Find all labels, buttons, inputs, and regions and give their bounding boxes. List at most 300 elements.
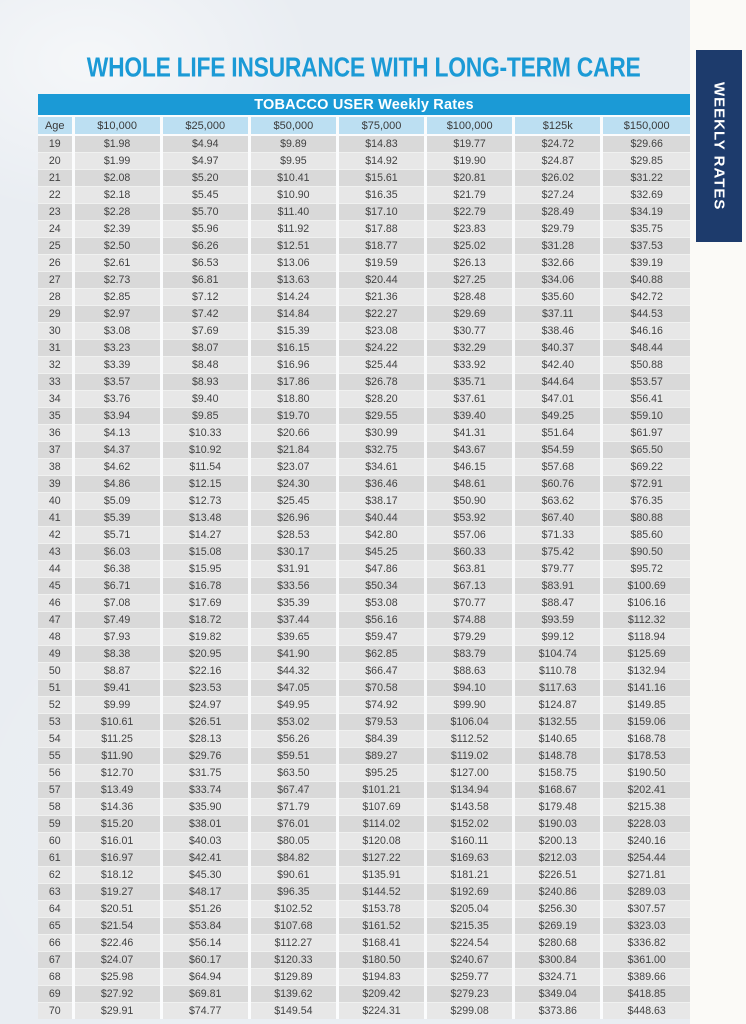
- rate-cell: $8.38: [73, 646, 161, 663]
- rate-cell: $44.32: [249, 663, 337, 680]
- rate-cell: $215.38: [602, 799, 690, 816]
- rate-cell: $23.08: [337, 323, 425, 340]
- rate-cell: $168.78: [602, 731, 690, 748]
- rate-cell: $46.15: [426, 459, 514, 476]
- rate-cell: $169.63: [426, 850, 514, 867]
- table-row: [38, 391, 690, 408]
- rate-cell: $4.37: [73, 442, 161, 459]
- age-cell: 26: [38, 255, 73, 272]
- rate-cell: $6.53: [161, 255, 249, 272]
- rate-cell: $39.40: [426, 408, 514, 425]
- rate-cell: $5.70: [161, 204, 249, 221]
- age-cell: 63: [38, 884, 73, 901]
- rate-cell: $49.95: [249, 697, 337, 714]
- age-cell: 46: [38, 595, 73, 612]
- rate-cell: $50.34: [337, 578, 425, 595]
- rate-cell: $289.03: [602, 884, 690, 901]
- rate-cell: $7.12: [161, 289, 249, 306]
- rate-cell: $112.32: [602, 612, 690, 629]
- rate-cell: $15.39: [249, 323, 337, 340]
- rate-cell: $47.05: [249, 680, 337, 697]
- rate-cell: $85.60: [602, 527, 690, 544]
- rate-cell: $134.94: [426, 782, 514, 799]
- rate-cell: $3.23: [73, 340, 161, 357]
- rate-cell: $5.09: [73, 493, 161, 510]
- rate-cell: $13.49: [73, 782, 161, 799]
- rate-cell: $280.68: [514, 935, 602, 952]
- column-header-amount: $50,000: [249, 116, 337, 135]
- rate-cell: $2.08: [73, 170, 161, 187]
- table-row: [38, 272, 690, 289]
- rate-cell: $120.08: [337, 833, 425, 850]
- rate-cell: $16.97: [73, 850, 161, 867]
- age-cell: 66: [38, 935, 73, 952]
- rate-cell: $10.90: [249, 187, 337, 204]
- rate-cell: $107.68: [249, 918, 337, 935]
- rate-cell: $336.82: [602, 935, 690, 952]
- age-cell: 24: [38, 221, 73, 238]
- column-header-amount: $75,000: [337, 116, 425, 135]
- rate-cell: $178.53: [602, 748, 690, 765]
- rate-cell: $181.21: [426, 867, 514, 884]
- rate-cell: $43.67: [426, 442, 514, 459]
- rate-cell: $84.82: [249, 850, 337, 867]
- rate-cell: $2.39: [73, 221, 161, 238]
- rate-cell: $389.66: [602, 969, 690, 986]
- rate-cell: $48.17: [161, 884, 249, 901]
- rate-cell: $88.47: [514, 595, 602, 612]
- rate-cell: $57.68: [514, 459, 602, 476]
- rate-cell: $14.36: [73, 799, 161, 816]
- column-header-amount: $100,000: [426, 116, 514, 135]
- rate-cell: $119.02: [426, 748, 514, 765]
- rate-cell: $7.42: [161, 306, 249, 323]
- rate-cell: $10.41: [249, 170, 337, 187]
- rate-cell: $9.95: [249, 153, 337, 170]
- rate-cell: $160.11: [426, 833, 514, 850]
- rate-cell: $38.01: [161, 816, 249, 833]
- table-row: [38, 901, 690, 918]
- rate-cell: $94.10: [426, 680, 514, 697]
- rate-cell: $25.45: [249, 493, 337, 510]
- rate-cell: $2.97: [73, 306, 161, 323]
- rate-cell: $168.67: [514, 782, 602, 799]
- table-row: [38, 935, 690, 952]
- rate-cell: $107.69: [337, 799, 425, 816]
- rate-cell: $224.31: [337, 1003, 425, 1020]
- rate-cell: $99.90: [426, 697, 514, 714]
- rate-cell: $240.86: [514, 884, 602, 901]
- rate-cell: $16.78: [161, 578, 249, 595]
- rate-cell: $7.08: [73, 595, 161, 612]
- rate-cell: $60.33: [426, 544, 514, 561]
- rate-cell: $129.89: [249, 969, 337, 986]
- rate-cell: $33.56: [249, 578, 337, 595]
- rate-cell: $205.04: [426, 901, 514, 918]
- rate-cell: $84.39: [337, 731, 425, 748]
- rate-cell: $21.79: [426, 187, 514, 204]
- rate-cell: $26.96: [249, 510, 337, 527]
- age-cell: 44: [38, 561, 73, 578]
- rate-cell: $45.25: [337, 544, 425, 561]
- rate-cell: $140.65: [514, 731, 602, 748]
- rate-cell: $28.53: [249, 527, 337, 544]
- rate-cell: $1.99: [73, 153, 161, 170]
- table-row: [38, 646, 690, 663]
- rate-cell: $74.88: [426, 612, 514, 629]
- rate-cell: $31.91: [249, 561, 337, 578]
- rate-cell: $32.29: [426, 340, 514, 357]
- rate-cell: $42.80: [337, 527, 425, 544]
- page-title-text: WHOLE LIFE INSURANCE WITH LONG-TERM CARE: [87, 51, 641, 83]
- rate-cell: $240.67: [426, 952, 514, 969]
- rate-cell: $127.00: [426, 765, 514, 782]
- rate-cell: $101.21: [337, 782, 425, 799]
- rate-cell: $53.57: [602, 374, 690, 391]
- rate-cell: $40.03: [161, 833, 249, 850]
- rate-cell: $17.88: [337, 221, 425, 238]
- age-cell: 55: [38, 748, 73, 765]
- rate-cell: $83.79: [426, 646, 514, 663]
- rate-cell: $11.25: [73, 731, 161, 748]
- age-cell: 37: [38, 442, 73, 459]
- rate-cell: $80.88: [602, 510, 690, 527]
- rate-cell: $148.78: [514, 748, 602, 765]
- rate-cell: $22.16: [161, 663, 249, 680]
- rate-cell: $31.22: [602, 170, 690, 187]
- rate-cell: $3.39: [73, 357, 161, 374]
- rate-cell: $75.42: [514, 544, 602, 561]
- rate-cell: $7.49: [73, 612, 161, 629]
- rate-cell: $35.90: [161, 799, 249, 816]
- rate-cell: $29.66: [602, 135, 690, 153]
- table-row: [38, 731, 690, 748]
- rate-cell: $67.40: [514, 510, 602, 527]
- table-row: [38, 544, 690, 561]
- rate-cell: $90.50: [602, 544, 690, 561]
- rate-cell: $10.61: [73, 714, 161, 731]
- table-row: [38, 306, 690, 323]
- rate-cell: $51.64: [514, 425, 602, 442]
- rate-cell: $11.90: [73, 748, 161, 765]
- rate-cell: $27.24: [514, 187, 602, 204]
- rate-cell: $29.76: [161, 748, 249, 765]
- age-cell: 57: [38, 782, 73, 799]
- rate-cell: $96.35: [249, 884, 337, 901]
- rate-cell: $42.40: [514, 357, 602, 374]
- rate-cell: $76.01: [249, 816, 337, 833]
- rate-cell: $117.63: [514, 680, 602, 697]
- rate-cell: $60.17: [161, 952, 249, 969]
- table-row: [38, 153, 690, 170]
- rate-cell: $4.94: [161, 135, 249, 153]
- rate-cell: $16.35: [337, 187, 425, 204]
- rate-cell: $20.51: [73, 901, 161, 918]
- age-cell: 60: [38, 833, 73, 850]
- rate-cell: $93.59: [514, 612, 602, 629]
- age-cell: 33: [38, 374, 73, 391]
- rate-cell: $62.85: [337, 646, 425, 663]
- rate-cell: $29.79: [514, 221, 602, 238]
- rate-cell: $8.48: [161, 357, 249, 374]
- rate-cell: $10.92: [161, 442, 249, 459]
- rate-cell: $152.02: [426, 816, 514, 833]
- rate-cell: $124.87: [514, 697, 602, 714]
- table-row: [38, 697, 690, 714]
- rate-cell: $106.04: [426, 714, 514, 731]
- age-cell: 64: [38, 901, 73, 918]
- rate-cell: $38.46: [514, 323, 602, 340]
- rate-cell: $11.40: [249, 204, 337, 221]
- rate-cell: $64.94: [161, 969, 249, 986]
- rate-cell: $256.30: [514, 901, 602, 918]
- rate-cell: $46.16: [602, 323, 690, 340]
- rate-cell: $6.26: [161, 238, 249, 255]
- rate-cell: $67.47: [249, 782, 337, 799]
- rate-cell: $100.69: [602, 578, 690, 595]
- rate-cell: $279.23: [426, 986, 514, 1003]
- rate-cell: $120.33: [249, 952, 337, 969]
- rate-cell: $40.88: [602, 272, 690, 289]
- table-row: [38, 918, 690, 935]
- rate-cell: $4.86: [73, 476, 161, 493]
- rate-cell: $59.51: [249, 748, 337, 765]
- rate-cell: $127.22: [337, 850, 425, 867]
- rate-cell: $23.07: [249, 459, 337, 476]
- rate-cell: $4.97: [161, 153, 249, 170]
- rate-cell: $14.92: [337, 153, 425, 170]
- rate-cell: $95.72: [602, 561, 690, 578]
- table-row: [38, 442, 690, 459]
- table-row: [38, 595, 690, 612]
- age-cell: 45: [38, 578, 73, 595]
- rate-cell: $9.40: [161, 391, 249, 408]
- rate-cell: $5.45: [161, 187, 249, 204]
- rate-cell: $23.53: [161, 680, 249, 697]
- rate-cell: $3.76: [73, 391, 161, 408]
- rate-cell: $33.92: [426, 357, 514, 374]
- rate-cell: $14.24: [249, 289, 337, 306]
- rate-cell: $61.97: [602, 425, 690, 442]
- rate-cell: $3.57: [73, 374, 161, 391]
- table-row: [38, 578, 690, 595]
- rate-cell: $161.52: [337, 918, 425, 935]
- age-cell: 69: [38, 986, 73, 1003]
- rate-cell: $34.61: [337, 459, 425, 476]
- rate-cell: $35.39: [249, 595, 337, 612]
- table-row: [38, 986, 690, 1003]
- rate-cell: $269.19: [514, 918, 602, 935]
- table-row: [38, 135, 690, 153]
- rate-cell: $74.77: [161, 1003, 249, 1020]
- table-row: [38, 340, 690, 357]
- rate-cell: $41.90: [249, 646, 337, 663]
- rate-cell: $28.49: [514, 204, 602, 221]
- age-cell: 31: [38, 340, 73, 357]
- age-cell: 48: [38, 629, 73, 646]
- rate-cell: $59.47: [337, 629, 425, 646]
- table-row: [38, 1003, 690, 1020]
- rate-cell: $33.74: [161, 782, 249, 799]
- rate-cell: $19.59: [337, 255, 425, 272]
- table-row: [38, 357, 690, 374]
- age-cell: 39: [38, 476, 73, 493]
- rate-cell: $69.81: [161, 986, 249, 1003]
- rate-cell: $32.66: [514, 255, 602, 272]
- rate-cell: $90.61: [249, 867, 337, 884]
- rate-cell: $21.84: [249, 442, 337, 459]
- rate-cell: $4.62: [73, 459, 161, 476]
- rate-cell: $37.44: [249, 612, 337, 629]
- rate-cell: $26.13: [426, 255, 514, 272]
- table-row: [38, 714, 690, 731]
- age-cell: 19: [38, 135, 73, 153]
- rate-cell: $30.99: [337, 425, 425, 442]
- rate-cell: $72.91: [602, 476, 690, 493]
- column-header-amount: $25,000: [161, 116, 249, 135]
- rate-cell: $15.20: [73, 816, 161, 833]
- rate-cell: $149.54: [249, 1003, 337, 1020]
- age-cell: 68: [38, 969, 73, 986]
- rate-cell: $16.15: [249, 340, 337, 357]
- rate-cell: $32.75: [337, 442, 425, 459]
- rate-cell: $49.25: [514, 408, 602, 425]
- rate-cell: $19.77: [426, 135, 514, 153]
- rate-cell: $14.83: [337, 135, 425, 153]
- age-cell: 43: [38, 544, 73, 561]
- age-cell: 25: [38, 238, 73, 255]
- rate-cell: $40.44: [337, 510, 425, 527]
- rate-cell: $144.52: [337, 884, 425, 901]
- rate-cell: $53.92: [426, 510, 514, 527]
- rate-cell: $25.44: [337, 357, 425, 374]
- rate-cell: $132.55: [514, 714, 602, 731]
- age-cell: 38: [38, 459, 73, 476]
- rate-cell: $5.39: [73, 510, 161, 527]
- rate-cell: $29.55: [337, 408, 425, 425]
- rates-table-body: [38, 135, 690, 1019]
- rate-cell: $80.05: [249, 833, 337, 850]
- rate-cell: $12.15: [161, 476, 249, 493]
- age-cell: 40: [38, 493, 73, 510]
- rate-cell: $6.03: [73, 544, 161, 561]
- rate-cell: $2.61: [73, 255, 161, 272]
- rate-cell: $22.27: [337, 306, 425, 323]
- rate-cell: $45.30: [161, 867, 249, 884]
- rate-cell: $202.41: [602, 782, 690, 799]
- rate-cell: $180.50: [337, 952, 425, 969]
- rate-cell: $56.41: [602, 391, 690, 408]
- rate-cell: $9.85: [161, 408, 249, 425]
- table-title: TOBACCO USER Weekly Rates: [38, 94, 690, 116]
- rate-cell: $56.16: [337, 612, 425, 629]
- rate-cell: $228.03: [602, 816, 690, 833]
- rate-cell: $5.71: [73, 527, 161, 544]
- rate-cell: $40.37: [514, 340, 602, 357]
- age-cell: 56: [38, 765, 73, 782]
- rate-cell: $226.51: [514, 867, 602, 884]
- table-row: [38, 323, 690, 340]
- rate-cell: $9.41: [73, 680, 161, 697]
- rate-cell: $48.61: [426, 476, 514, 493]
- rate-cell: $54.59: [514, 442, 602, 459]
- rate-cell: $18.80: [249, 391, 337, 408]
- rate-cell: $13.06: [249, 255, 337, 272]
- rate-cell: $48.44: [602, 340, 690, 357]
- rate-cell: $324.71: [514, 969, 602, 986]
- rate-cell: $47.01: [514, 391, 602, 408]
- table-row: [38, 612, 690, 629]
- rate-cell: $20.81: [426, 170, 514, 187]
- table-row: [38, 221, 690, 238]
- rate-cell: $79.29: [426, 629, 514, 646]
- column-header-age: Age: [38, 116, 73, 135]
- rate-cell: $323.03: [602, 918, 690, 935]
- rate-cell: $83.91: [514, 578, 602, 595]
- rate-cell: $60.76: [514, 476, 602, 493]
- rate-cell: $19.27: [73, 884, 161, 901]
- rate-cell: $212.03: [514, 850, 602, 867]
- rate-cell: $10.33: [161, 425, 249, 442]
- rate-cell: $14.27: [161, 527, 249, 544]
- table-row: [38, 289, 690, 306]
- rate-cell: $110.78: [514, 663, 602, 680]
- rate-cell: $132.94: [602, 663, 690, 680]
- rate-cell: $24.97: [161, 697, 249, 714]
- rate-cell: $118.94: [602, 629, 690, 646]
- rate-cell: $37.61: [426, 391, 514, 408]
- column-header-row: [38, 116, 690, 135]
- rate-cell: $28.13: [161, 731, 249, 748]
- age-cell: 28: [38, 289, 73, 306]
- rate-cell: $114.02: [337, 816, 425, 833]
- table-row: [38, 850, 690, 867]
- rate-cell: $37.53: [602, 238, 690, 255]
- table-row: [38, 884, 690, 901]
- table-row: [38, 459, 690, 476]
- table-row: [38, 561, 690, 578]
- table-row: [38, 952, 690, 969]
- rate-cell: $9.99: [73, 697, 161, 714]
- rate-cell: $35.60: [514, 289, 602, 306]
- table-row: [38, 833, 690, 850]
- rate-cell: $34.19: [602, 204, 690, 221]
- weekly-rates-tab: [696, 50, 742, 242]
- rate-cell: $38.17: [337, 493, 425, 510]
- age-cell: 49: [38, 646, 73, 663]
- rate-cell: $20.95: [161, 646, 249, 663]
- age-cell: 67: [38, 952, 73, 969]
- rate-cell: $24.87: [514, 153, 602, 170]
- rate-cell: $35.71: [426, 374, 514, 391]
- age-cell: 47: [38, 612, 73, 629]
- rate-cell: $11.92: [249, 221, 337, 238]
- column-header-amount: $150,000: [602, 116, 690, 135]
- table-row: [38, 969, 690, 986]
- rate-cell: $18.72: [161, 612, 249, 629]
- rate-cell: $76.35: [602, 493, 690, 510]
- age-cell: 42: [38, 527, 73, 544]
- table-row: [38, 629, 690, 646]
- rate-cell: $4.13: [73, 425, 161, 442]
- age-cell: 51: [38, 680, 73, 697]
- rate-cell: $418.85: [602, 986, 690, 1003]
- rate-cell: $102.52: [249, 901, 337, 918]
- rate-cell: $15.61: [337, 170, 425, 187]
- rate-cell: $67.13: [426, 578, 514, 595]
- rate-cell: $215.35: [426, 918, 514, 935]
- rate-cell: $112.52: [426, 731, 514, 748]
